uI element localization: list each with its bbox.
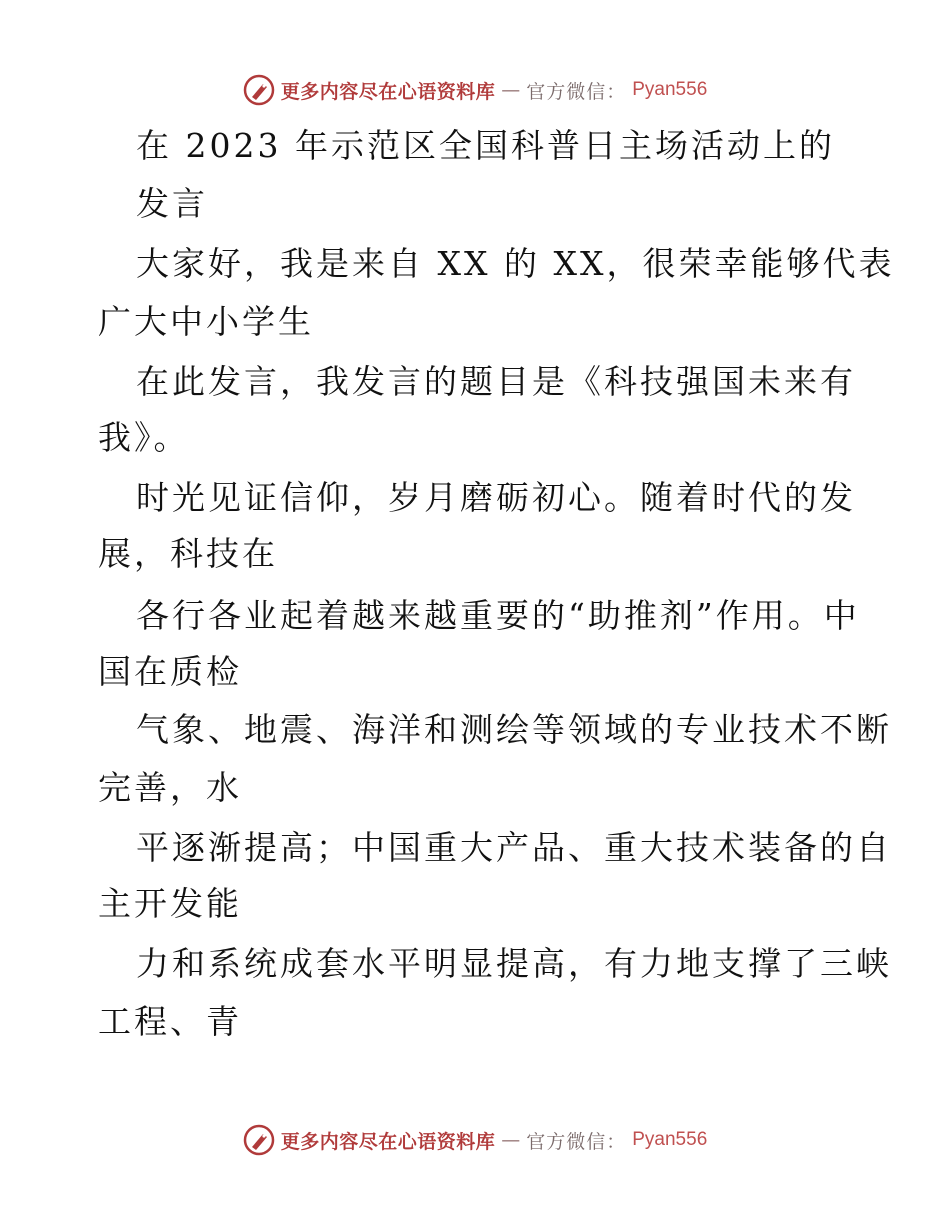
- banner-main-text: 更多内容尽在心语资料库: [280, 80, 496, 103]
- body-line: 时光见证信仰，岁月磨砺初心。随着时代的发: [136, 478, 856, 517]
- banner-main-text: 更多内容尽在心语资料库: [280, 1130, 496, 1153]
- pen-nib-logo-icon: [243, 1124, 275, 1156]
- body-line: 发言: [136, 184, 208, 223]
- banner-wechat-label: 官方微信：: [526, 80, 627, 103]
- body-line: 力和系统成套水平明显提高，有力地支撑了三峡: [136, 944, 892, 983]
- banner-wechat-handle: Pyan556: [632, 1129, 708, 1150]
- footer-banner: [0, 1120, 950, 1160]
- banner-dash: —: [501, 79, 521, 101]
- body-line: 广大中小学生: [98, 302, 314, 341]
- body-line: 工程、青: [98, 1002, 242, 1041]
- body-line: 在此发言，我发言的题目是《科技强国未来有: [136, 362, 856, 401]
- banner-dash: —: [501, 1129, 521, 1151]
- body-line: 在 2023 年示范区全国科普日主场活动上的: [136, 126, 835, 165]
- body-line: 展，科技在: [98, 534, 278, 573]
- banner-wechat-handle: Pyan556: [632, 79, 708, 100]
- body-line: 主开发能: [98, 884, 242, 923]
- body-line: 气象、地震、海洋和测绘等领域的专业技术不断: [136, 710, 892, 749]
- body-line: 各行各业起着越来越重要的“助推剂”作用。中: [136, 596, 860, 635]
- banner-wechat-label: 官方微信：: [526, 1130, 627, 1153]
- body-line: 我》。: [98, 418, 190, 457]
- body-line: 完善，水: [98, 768, 242, 807]
- pen-nib-logo-icon: [243, 74, 275, 106]
- header-banner: [0, 70, 950, 110]
- body-line: 平逐渐提高；中国重大产品、重大技术装备的自: [136, 828, 892, 867]
- body-line: 大家好，我是来自 XX 的 XX，很荣幸能够代表: [136, 244, 895, 283]
- body-line: 国在质检: [98, 652, 242, 691]
